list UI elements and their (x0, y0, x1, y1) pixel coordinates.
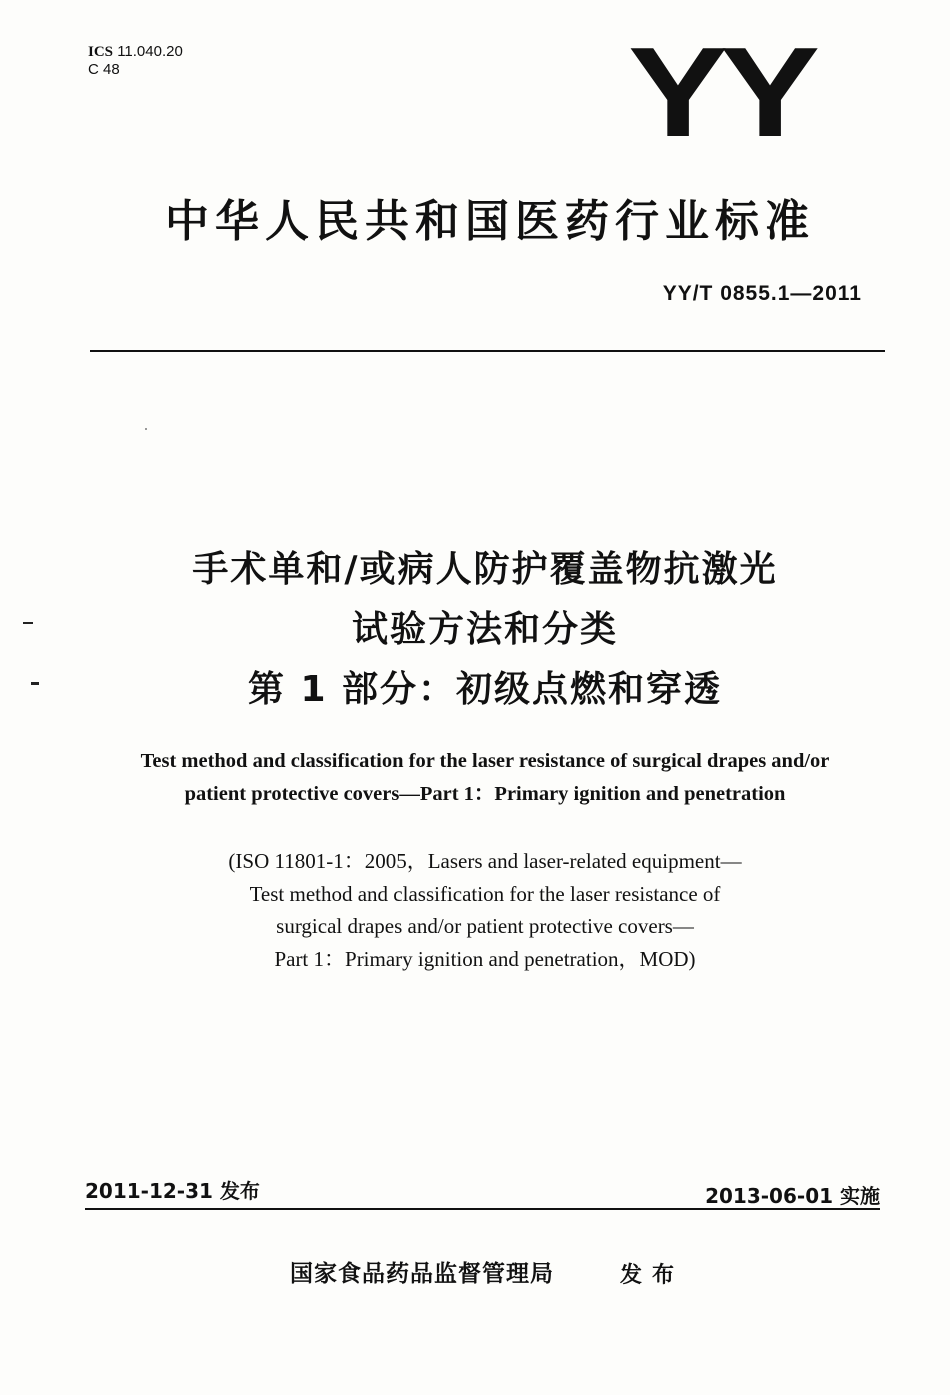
english-title-line: patient protective covers—Part 1：Primary ignition and penetration (184, 783, 786, 805)
chinese-title-line: 第 1 部分：初级点燃和穿透 (247, 669, 723, 710)
issue-label: 发布 (620, 1263, 685, 1288)
english-title-line: Test method and classification for the laser resistance of surgical drapes and/or (140, 750, 830, 772)
iso-reference-line: Part 1：Primary ignition and penetration，MOD) (274, 946, 696, 971)
iso-reference-line: (ISO 11801-1：2005，Lasers and laser-related equipment— (228, 849, 742, 873)
ccs-code: C 48 (88, 61, 120, 78)
english-title (85, 745, 885, 811)
ics-code: 11.040.20 (117, 43, 183, 60)
ics-label: ICS (88, 44, 114, 60)
iso-reference-line: surgical drapes and/or patient protective covers— (276, 914, 694, 938)
publish-date: 2011-12-31 发布 (85, 1179, 260, 1203)
iso-reference-line: Test method and classification for the laser resistance of (249, 881, 721, 906)
chinese-title-line: 手术单和/或病人防护覆盖物抗激光 (192, 549, 778, 590)
scan-speck (145, 428, 147, 430)
standard-number: YY/T 0855.1—2011 (662, 282, 862, 305)
issuing-authority: 国家食品药品监督管理局 (290, 1261, 554, 1287)
header-divider (90, 350, 885, 352)
chinese-title-line: 试验方法和分类 (351, 609, 618, 650)
classification-codes (88, 43, 183, 79)
implement-date: 2013-06-01 实施 (705, 1184, 880, 1208)
iso-reference (120, 845, 850, 975)
footer-divider (85, 1208, 880, 1210)
margin-mark (23, 622, 33, 624)
margin-mark (31, 682, 39, 685)
yy-logo: YY (628, 20, 813, 164)
standard-title: 中华人民共和国医药行业标准 (165, 196, 815, 247)
chinese-title (80, 540, 890, 720)
